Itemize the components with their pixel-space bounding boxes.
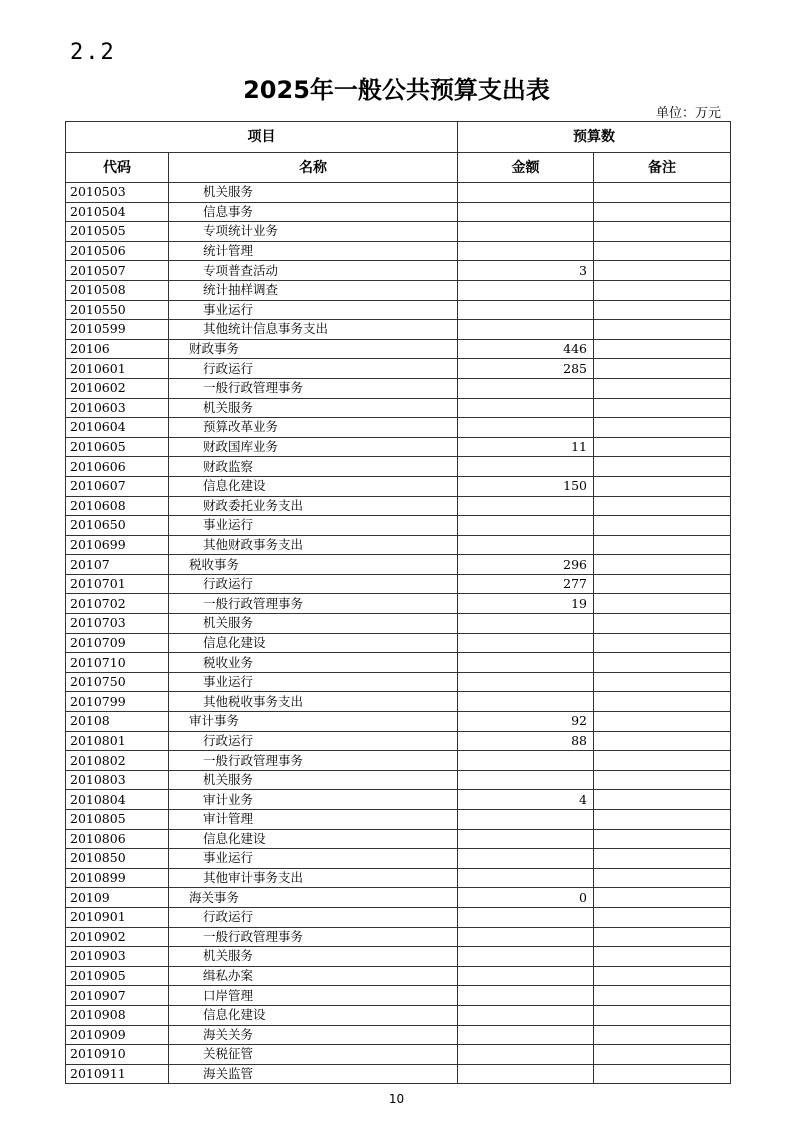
header-amount: 金额 bbox=[458, 153, 594, 183]
name-cell: 机关服务 bbox=[169, 398, 458, 418]
code-cell: 20106 bbox=[66, 339, 169, 359]
table-row bbox=[66, 712, 731, 732]
header-row-columns bbox=[66, 153, 731, 183]
note-cell bbox=[594, 437, 731, 457]
name-cell: 口岸管理 bbox=[169, 986, 458, 1006]
table-row bbox=[66, 1025, 731, 1045]
amount-cell bbox=[458, 1005, 594, 1025]
note-cell bbox=[594, 535, 731, 555]
table-row bbox=[66, 555, 731, 575]
name-cell: 其他税收事务支出 bbox=[169, 692, 458, 712]
code-cell: 2010909 bbox=[66, 1025, 169, 1045]
table-row bbox=[66, 398, 731, 418]
amount-cell: 3 bbox=[458, 261, 594, 281]
table-row bbox=[66, 810, 731, 830]
note-cell bbox=[594, 986, 731, 1006]
amount-cell bbox=[458, 829, 594, 849]
table-row bbox=[66, 849, 731, 869]
code-cell: 2010799 bbox=[66, 692, 169, 712]
note-cell bbox=[594, 731, 731, 751]
name-cell: 行政运行 bbox=[169, 731, 458, 751]
amount-cell bbox=[458, 947, 594, 967]
code-cell: 2010601 bbox=[66, 359, 169, 379]
note-cell bbox=[594, 672, 731, 692]
table-row bbox=[66, 614, 731, 634]
note-cell bbox=[594, 574, 731, 594]
note-cell bbox=[594, 555, 731, 575]
code-cell: 2010604 bbox=[66, 418, 169, 438]
name-cell: 其他统计信息事务支出 bbox=[169, 320, 458, 340]
note-cell bbox=[594, 888, 731, 908]
note-cell bbox=[594, 359, 731, 379]
note-cell bbox=[594, 496, 731, 516]
code-cell: 2010507 bbox=[66, 261, 169, 281]
note-cell bbox=[594, 339, 731, 359]
name-cell: 其他审计事务支出 bbox=[169, 868, 458, 888]
amount-cell bbox=[458, 614, 594, 634]
note-cell bbox=[594, 614, 731, 634]
note-cell bbox=[594, 241, 731, 261]
amount-cell: 11 bbox=[458, 437, 594, 457]
amount-cell: 285 bbox=[458, 359, 594, 379]
table-row bbox=[66, 535, 731, 555]
amount-cell: 4 bbox=[458, 790, 594, 810]
amount-cell bbox=[458, 183, 594, 203]
note-cell bbox=[594, 829, 731, 849]
note-cell bbox=[594, 907, 731, 927]
code-cell: 2010550 bbox=[66, 300, 169, 320]
code-cell: 2010901 bbox=[66, 907, 169, 927]
amount-cell bbox=[458, 1064, 594, 1084]
table-row bbox=[66, 300, 731, 320]
note-cell bbox=[594, 320, 731, 340]
code-cell: 2010802 bbox=[66, 751, 169, 771]
name-cell: 一般行政管理事务 bbox=[169, 751, 458, 771]
name-cell: 审计事务 bbox=[169, 712, 458, 732]
note-cell bbox=[594, 947, 731, 967]
note-cell bbox=[594, 868, 731, 888]
code-cell: 2010750 bbox=[66, 672, 169, 692]
code-cell: 20107 bbox=[66, 555, 169, 575]
table-row bbox=[66, 574, 731, 594]
budget-table bbox=[65, 121, 731, 1084]
note-cell bbox=[594, 261, 731, 281]
note-cell bbox=[594, 516, 731, 536]
code-cell: 2010508 bbox=[66, 280, 169, 300]
name-cell: 其他财政事务支出 bbox=[169, 535, 458, 555]
code-cell: 2010607 bbox=[66, 476, 169, 496]
name-cell: 预算改革业务 bbox=[169, 418, 458, 438]
amount-cell bbox=[458, 516, 594, 536]
note-cell bbox=[594, 712, 731, 732]
name-cell: 信息化建设 bbox=[169, 1005, 458, 1025]
note-cell bbox=[594, 653, 731, 673]
amount-cell bbox=[458, 692, 594, 712]
code-cell: 20109 bbox=[66, 888, 169, 908]
amount-cell bbox=[458, 810, 594, 830]
code-cell: 2010504 bbox=[66, 202, 169, 222]
amount-cell bbox=[458, 653, 594, 673]
amount-cell: 88 bbox=[458, 731, 594, 751]
name-cell: 税收业务 bbox=[169, 653, 458, 673]
table-row bbox=[66, 829, 731, 849]
header-budget-group: 预算数 bbox=[458, 122, 731, 153]
table-row bbox=[66, 594, 731, 614]
note-cell bbox=[594, 1045, 731, 1065]
note-cell bbox=[594, 457, 731, 477]
table-row bbox=[66, 241, 731, 261]
code-cell: 2010899 bbox=[66, 868, 169, 888]
code-cell: 2010850 bbox=[66, 849, 169, 869]
note-cell bbox=[594, 1005, 731, 1025]
name-cell: 一般行政管理事务 bbox=[169, 378, 458, 398]
table-row bbox=[66, 222, 731, 242]
note-cell bbox=[594, 378, 731, 398]
amount-cell bbox=[458, 280, 594, 300]
note-cell bbox=[594, 1025, 731, 1045]
page-number: 10 bbox=[388, 1092, 405, 1106]
name-cell: 专项普查活动 bbox=[169, 261, 458, 281]
amount-cell bbox=[458, 966, 594, 986]
amount-cell: 92 bbox=[458, 712, 594, 732]
amount-cell bbox=[458, 378, 594, 398]
code-cell: 2010701 bbox=[66, 574, 169, 594]
note-cell bbox=[594, 398, 731, 418]
code-cell: 2010806 bbox=[66, 829, 169, 849]
table-row bbox=[66, 1005, 731, 1025]
code-cell: 2010803 bbox=[66, 770, 169, 790]
name-cell: 统计管理 bbox=[169, 241, 458, 261]
code-cell: 2010602 bbox=[66, 378, 169, 398]
name-cell: 审计业务 bbox=[169, 790, 458, 810]
amount-cell bbox=[458, 1045, 594, 1065]
code-cell: 2010703 bbox=[66, 614, 169, 634]
table-row bbox=[66, 1064, 731, 1084]
note-cell bbox=[594, 849, 731, 869]
name-cell: 信息化建设 bbox=[169, 633, 458, 653]
header-note: 备注 bbox=[594, 153, 731, 183]
note-cell bbox=[594, 770, 731, 790]
table-row bbox=[66, 320, 731, 340]
amount-cell bbox=[458, 496, 594, 516]
amount-cell: 296 bbox=[458, 555, 594, 575]
amount-cell bbox=[458, 672, 594, 692]
note-cell bbox=[594, 202, 731, 222]
table-row bbox=[66, 888, 731, 908]
name-cell: 税收事务 bbox=[169, 555, 458, 575]
name-cell: 事业运行 bbox=[169, 516, 458, 536]
code-cell: 2010608 bbox=[66, 496, 169, 516]
header-item-group: 项目 bbox=[66, 122, 458, 153]
table-row bbox=[66, 457, 731, 477]
name-cell: 财政国库业务 bbox=[169, 437, 458, 457]
table-body bbox=[66, 183, 731, 1084]
note-cell bbox=[594, 594, 731, 614]
name-cell: 事业运行 bbox=[169, 672, 458, 692]
amount-cell: 150 bbox=[458, 476, 594, 496]
table-row bbox=[66, 183, 731, 203]
table-row bbox=[66, 378, 731, 398]
section-number: 2.2 bbox=[70, 40, 116, 65]
note-cell bbox=[594, 476, 731, 496]
table-row bbox=[66, 339, 731, 359]
code-cell: 2010709 bbox=[66, 633, 169, 653]
amount-cell bbox=[458, 907, 594, 927]
note-cell bbox=[594, 1064, 731, 1084]
code-cell: 2010805 bbox=[66, 810, 169, 830]
name-cell: 海关监管 bbox=[169, 1064, 458, 1084]
amount-cell bbox=[458, 398, 594, 418]
table-row bbox=[66, 731, 731, 751]
code-cell: 2010503 bbox=[66, 183, 169, 203]
name-cell: 审计管理 bbox=[169, 810, 458, 830]
code-cell: 2010605 bbox=[66, 437, 169, 457]
code-cell: 2010908 bbox=[66, 1005, 169, 1025]
code-cell: 2010506 bbox=[66, 241, 169, 261]
name-cell: 机关服务 bbox=[169, 770, 458, 790]
note-cell bbox=[594, 280, 731, 300]
note-cell bbox=[594, 692, 731, 712]
code-cell: 2010710 bbox=[66, 653, 169, 673]
amount-cell bbox=[458, 927, 594, 947]
name-cell: 事业运行 bbox=[169, 300, 458, 320]
name-cell: 关税征管 bbox=[169, 1045, 458, 1065]
header-code: 代码 bbox=[66, 153, 169, 183]
table-row bbox=[66, 966, 731, 986]
code-cell: 2010903 bbox=[66, 947, 169, 967]
amount-cell bbox=[458, 868, 594, 888]
name-cell: 海关事务 bbox=[169, 888, 458, 908]
code-cell: 2010907 bbox=[66, 986, 169, 1006]
note-cell bbox=[594, 751, 731, 771]
table-row bbox=[66, 927, 731, 947]
code-cell: 2010702 bbox=[66, 594, 169, 614]
amount-cell bbox=[458, 202, 594, 222]
table-row bbox=[66, 516, 731, 536]
name-cell: 统计抽样调查 bbox=[169, 280, 458, 300]
table-row bbox=[66, 986, 731, 1006]
amount-cell bbox=[458, 770, 594, 790]
name-cell: 信息化建设 bbox=[169, 476, 458, 496]
unit-label: 单位：万元 bbox=[655, 106, 721, 121]
note-cell bbox=[594, 418, 731, 438]
note-cell bbox=[594, 183, 731, 203]
name-cell: 财政监察 bbox=[169, 457, 458, 477]
name-cell: 事业运行 bbox=[169, 849, 458, 869]
code-cell: 2010505 bbox=[66, 222, 169, 242]
note-cell bbox=[594, 810, 731, 830]
code-cell: 2010804 bbox=[66, 790, 169, 810]
table-row bbox=[66, 496, 731, 516]
code-cell: 2010801 bbox=[66, 731, 169, 751]
amount-cell bbox=[458, 222, 594, 242]
header-name: 名称 bbox=[169, 153, 458, 183]
amount-cell bbox=[458, 986, 594, 1006]
table-row bbox=[66, 476, 731, 496]
amount-cell: 446 bbox=[458, 339, 594, 359]
table-row bbox=[66, 437, 731, 457]
amount-cell: 0 bbox=[458, 888, 594, 908]
note-cell bbox=[594, 927, 731, 947]
name-cell: 机关服务 bbox=[169, 614, 458, 634]
table-row bbox=[66, 1045, 731, 1065]
name-cell: 海关关务 bbox=[169, 1025, 458, 1045]
amount-cell bbox=[458, 241, 594, 261]
header-row-group bbox=[66, 122, 731, 153]
amount-cell bbox=[458, 535, 594, 555]
amount-cell bbox=[458, 300, 594, 320]
name-cell: 机关服务 bbox=[169, 947, 458, 967]
table-row bbox=[66, 790, 731, 810]
amount-cell bbox=[458, 457, 594, 477]
name-cell: 行政运行 bbox=[169, 907, 458, 927]
table-row bbox=[66, 418, 731, 438]
table-row bbox=[66, 633, 731, 653]
note-cell bbox=[594, 633, 731, 653]
name-cell: 机关服务 bbox=[169, 183, 458, 203]
code-cell: 2010606 bbox=[66, 457, 169, 477]
name-cell: 财政委托业务支出 bbox=[169, 496, 458, 516]
table-row bbox=[66, 202, 731, 222]
code-cell: 2010603 bbox=[66, 398, 169, 418]
note-cell bbox=[594, 790, 731, 810]
table-row bbox=[66, 672, 731, 692]
code-cell: 2010699 bbox=[66, 535, 169, 555]
code-cell: 2010911 bbox=[66, 1064, 169, 1084]
note-cell bbox=[594, 300, 731, 320]
name-cell: 信息化建设 bbox=[169, 829, 458, 849]
table-row bbox=[66, 751, 731, 771]
amount-cell: 277 bbox=[458, 574, 594, 594]
name-cell: 信息事务 bbox=[169, 202, 458, 222]
amount-cell bbox=[458, 418, 594, 438]
table-row bbox=[66, 947, 731, 967]
amount-cell: 19 bbox=[458, 594, 594, 614]
amount-cell bbox=[458, 751, 594, 771]
table-row bbox=[66, 770, 731, 790]
table-row bbox=[66, 359, 731, 379]
table-row bbox=[66, 692, 731, 712]
code-cell: 2010650 bbox=[66, 516, 169, 536]
table-row bbox=[66, 907, 731, 927]
name-cell: 一般行政管理事务 bbox=[169, 594, 458, 614]
table-row bbox=[66, 280, 731, 300]
amount-cell bbox=[458, 1025, 594, 1045]
note-cell bbox=[594, 966, 731, 986]
code-cell: 2010905 bbox=[66, 966, 169, 986]
name-cell: 财政事务 bbox=[169, 339, 458, 359]
code-cell: 2010910 bbox=[66, 1045, 169, 1065]
name-cell: 一般行政管理事务 bbox=[169, 927, 458, 947]
table-row bbox=[66, 868, 731, 888]
amount-cell bbox=[458, 849, 594, 869]
page-title: 2025年一般公共预算支出表 bbox=[243, 76, 550, 104]
note-cell bbox=[594, 222, 731, 242]
amount-cell bbox=[458, 320, 594, 340]
name-cell: 行政运行 bbox=[169, 359, 458, 379]
name-cell: 专项统计业务 bbox=[169, 222, 458, 242]
amount-cell bbox=[458, 633, 594, 653]
code-cell: 20108 bbox=[66, 712, 169, 732]
name-cell: 行政运行 bbox=[169, 574, 458, 594]
code-cell: 2010599 bbox=[66, 320, 169, 340]
name-cell: 缉私办案 bbox=[169, 966, 458, 986]
code-cell: 2010902 bbox=[66, 927, 169, 947]
table-row bbox=[66, 261, 731, 281]
table-row bbox=[66, 653, 731, 673]
